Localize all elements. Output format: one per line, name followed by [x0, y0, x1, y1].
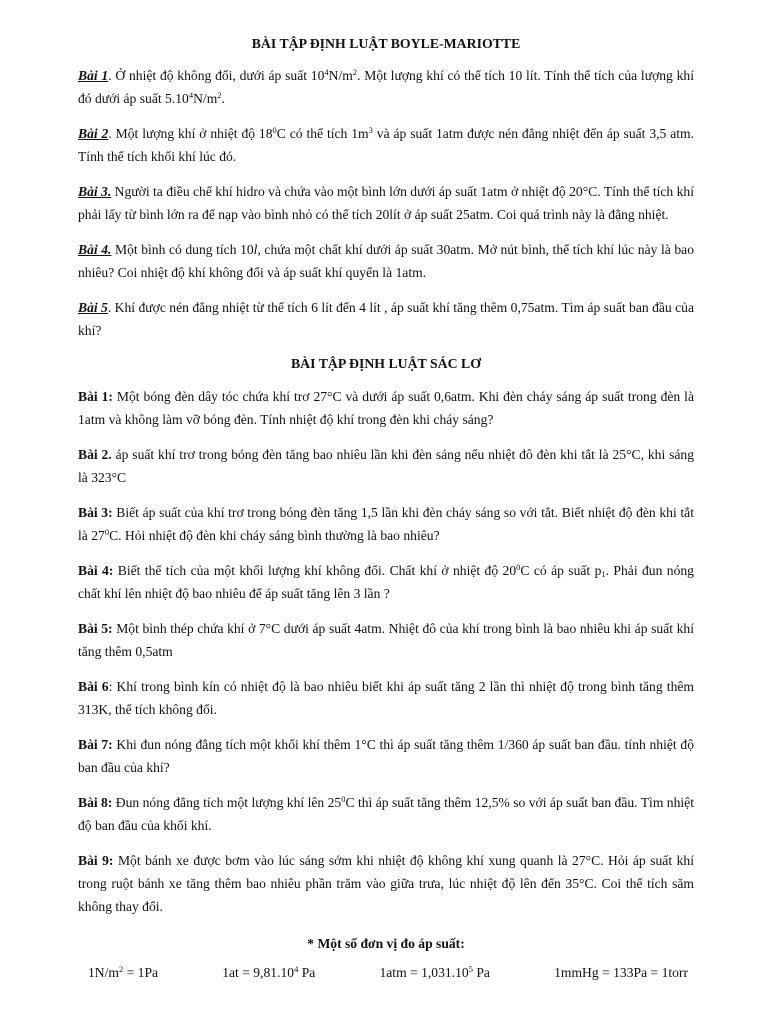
exercise-2: Bài 2. Một lượng khí ở nhiệt độ $18^0C$ có thể tích $1m^3$ và áp suất 1atm được nén đẳng nhiệt đến áp suất 3,5 atm. Tính thể tích khối khí lúc đó. [78, 125, 695, 164]
unit-pascal: $1N/m^2 = 1Pa$ [88, 964, 159, 980]
exercise-label: Bài 6 [78, 679, 109, 694]
exercise-label: Bài 5: [78, 621, 113, 636]
exercise-label: Bài 4: [78, 563, 114, 578]
exercise-3: Bài 3. Người ta điều chế khí hidro và chứa vào một bình lớn dưới áp suất 1atm ở nhiệt độ 20°C. Tính thể tích khí phải lấy từ bình lớn ra để nạp vào bình nhỏ có thể tích 20lít ở áp suất 25atm. Coi quá trình này là đẳng nhiệt. [78, 184, 695, 222]
exercise-2: Bài 2. áp suất khí trơ trong bóng đèn tăng bao nhiêu lần khi đèn sáng nếu nhiệt đô đèn khi tắt là 25°C, khi sáng là 323°C [78, 447, 695, 485]
exercise-1: Bài 1: Một bóng đèn dây tóc chứa khí trơ 27°C và dưới áp suất 0,6atm. Khi đèn cháy sáng áp suất trong đèn là 1atm và không làm vỡ bóng đèn. Tính nhiệt độ khí trong đèn khi cháy sáng? [78, 389, 694, 427]
units-title: * Một số đơn vị đo áp suất: [307, 936, 465, 951]
exercise-4: Bài 4. Một bình có dung tích 10l, chứa một chất khí dưới áp suất 30atm. Mở nút bình, thể tích khí lúc này là bao nhiêu? Coi nhiệt độ khí không đổi và áp suất khí quyển là 1atm. [78, 242, 694, 280]
exercise-5: Bài 5: Một bình thép chứa khí ở 7°C dưới áp suất 4atm. Nhiệt đô của khí trong bình là bao nhiêu khi áp suất khí tăng thêm 0,5atm [78, 621, 694, 659]
exercise-label: Bài 3: [78, 505, 113, 520]
exercise-label: Bài 2 [78, 126, 109, 141]
section-title-charles: BÀI TẬP ĐỊNH LUẬT SÁC LƠ [290, 356, 481, 371]
exercise-label: Bài 3. [78, 184, 112, 199]
exercise-label: Bài 9: [78, 853, 114, 868]
exercise-5: Bài 5. Khí được nén đẳng nhiệt từ thể tích 6 lít đến 4 lít , áp suất khí tăng thêm 0,75atm. Tìm áp suất ban đầu của khí? [78, 300, 694, 338]
exercise-label: Bài 7: [78, 737, 113, 752]
exercise-1: Bài 1. Ở nhiệt độ không đổi, dưới áp suất $10^4N/m^2$. Một lượng khí có thể tích 10 lít. Tính thể tích của lượng khí đó dưới áp suất $5.10^4N/m^2$. [78, 67, 694, 106]
exercise-label: Bài 2. [78, 447, 112, 462]
exercise-9: Bài 9: Một bánh xe được bơm vào lúc sáng sớm khi nhiệt độ không khí xung quanh là 27°C. Hỏi áp suất khí trong ruột bánh xe tăng thêm bao nhiêu phần trăm vào giữa trưa, lúc nhiệt độ lên đến 35°C. Coi thể tích săm không thay đổi. [78, 853, 694, 914]
unit-at: $1at = 9,81.10^4$ Pa [222, 964, 316, 980]
exercise-7: Bài 7: Khi đun nóng đẳng tích một khối khí thêm 1°C thì áp suất tăng thêm 1/360 áp suất ban đầu. tính nhiệt độ ban đầu của khí? [78, 737, 694, 775]
exercise-4: Bài 4: Biết thể tích của một khối lượng khí không đổi. Chất khí ở nhiệt độ $20^0C$ có áp suất $p_1$. Phải đun nóng chất khí lên nhiệt độ bao nhiêu để áp suất tăng lên 3 lần ? [78, 562, 694, 601]
exercise-6: Bài 6: Khí trong bình kín có nhiệt độ là bao nhiêu biết khi áp suất tăng 2 lần thì nhiệt độ trong bình tăng thêm 313K, thể tích không đổi. [78, 679, 694, 717]
unit-mmhg: 1mmHg = 133Pa = 1torr [554, 965, 688, 980]
exercise-label: Bài 1 [78, 68, 109, 83]
exercise-label: Bài 5 [78, 300, 108, 315]
section-title-boyle-mariotte: BÀI TẬP ĐỊNH LUẬT BOYLE-MARIOTTE [251, 36, 521, 51]
units-row [78, 961, 694, 984]
exercise-label: Bài 8: [78, 795, 113, 810]
unit-atm: $1atm = 1,031.10^5$ Pa [379, 964, 490, 980]
exercise-label: Bài 1: [78, 389, 113, 404]
exercise-label: Bài 4. [78, 242, 112, 257]
exercise-8: Bài 8: Đun nóng đẳng tích một lượng khí lên $25^0C$ thì áp suất tăng thêm 12,5% so với áp suất ban đầu. Tìm nhiệt độ ban đầu của khối khí. [78, 794, 694, 833]
exercise-3: Bài 3: Biết áp suất của khí trơ trong bóng đèn tăng 1,5 lần khi đèn cháy sáng so với tắt. Biết nhiệt độ đèn khi tắt là $27^0C$. Hỏi nhiệt độ đèn khi cháy sáng bình thường là bao nhiêu? [78, 505, 694, 543]
